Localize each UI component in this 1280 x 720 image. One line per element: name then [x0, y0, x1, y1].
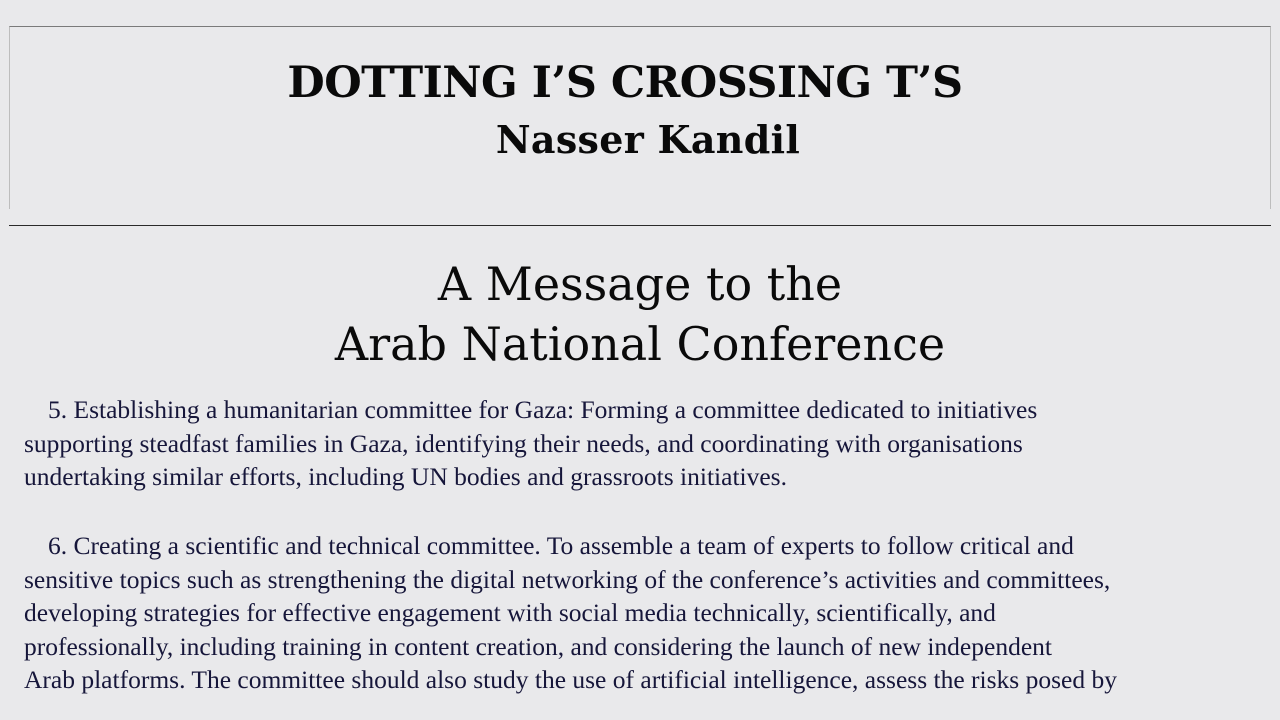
paragraph-line: 5. Establishing a humanitarian committee for Gaza: Forming a committee dedicated to initiatives — [48, 395, 1038, 424]
paragraph-line: sensitive topics such as strengthening the digital networking of the conference’s activities and committees, — [24, 564, 1111, 594]
column-title: DOTTING I’S CROSSING T’S — [287, 58, 963, 108]
paragraph-line: supporting steadfast families in Gaza, identifying their needs, and coordinating with organisations — [24, 428, 1023, 458]
article-title — [0, 254, 1280, 374]
author-name: Nasser Kandil — [495, 117, 801, 162]
paragraph-line: undertaking similar efforts, including UN bodies and grassroots initiatives. — [24, 462, 787, 491]
paragraph-line: professionally, including training in content creation, and considering the launch of new independent — [24, 631, 1052, 661]
paragraph-line: developing strategies for effective engagement with social media technically, scientifically, and — [24, 598, 996, 627]
header-divider — [9, 225, 1271, 226]
paragraph-item-6 — [24, 529, 1264, 697]
paragraph-line: 6. Creating a scientific and technical committee. To assemble a team of experts to follow critical and — [48, 531, 1074, 560]
article-title-line-2: Arab National Conference — [334, 317, 946, 371]
article-title-line-1: A Message to the — [437, 257, 843, 311]
paragraph-line: Arab platforms. The committee should also study the use of artificial intelligence, assess the risks posed by — [24, 665, 1117, 694]
paragraph-item-5 — [24, 393, 1264, 494]
